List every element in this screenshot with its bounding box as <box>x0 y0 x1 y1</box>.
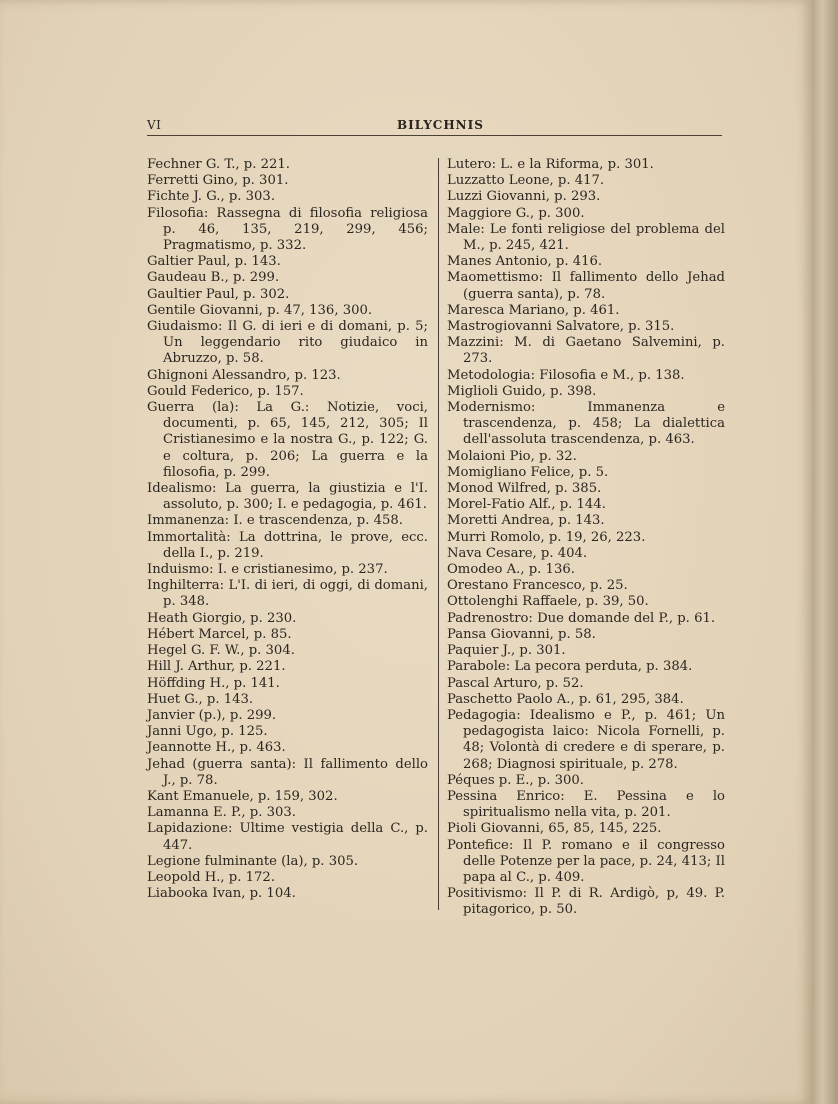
index-entry: Pedagogia: Idealismo e P., p. 461; Un pedagogista laico: Nicola Fornelli, p. 48; Volontà di credere e di sperare, p. 268; Diagnosi spirituale, p. 278. <box>447 707 725 772</box>
index-entry: Filosofia: Rassegna di filosofia religiosa p. 46, 135, 219, 299, 456; Pragmatismo, p. 332. <box>147 205 428 254</box>
index-entry: Ghignoni Alessandro, p. 123. <box>147 367 341 383</box>
index-entry: Metodologia: Filosofia e M., p. 138. <box>447 367 685 383</box>
index-entry: Fechner G. T., p. 221. <box>147 157 290 172</box>
index-entry: Murri Romolo, p. 19, 26, 223. <box>447 529 646 545</box>
running-header <box>147 118 722 134</box>
index-entry: Giudaismo: Il G. di ieri e di domani, p. 5; Un leggendario rito giudaico in Abruzzo, p. 58. <box>147 319 428 367</box>
index-entry: Paschetto Paolo A., p. 61, 295, 384. <box>447 691 684 707</box>
index-entry: Janvier (p.), p. 299. <box>147 707 277 723</box>
index-entry: Omodeo A., p. 136. <box>447 562 575 578</box>
index-column-right <box>447 157 725 919</box>
index-entry: Maggiore G., p. 300. <box>447 205 585 221</box>
index-entry: Modernismo: Immanenza e trascendenza, p. 458; La dialettica dell'assoluta trascendenza, p. 463. <box>447 400 725 448</box>
index-entry: Luzzatto Leone, p. 417. <box>447 173 605 189</box>
index-entry: Maomettismo: Il fallimento dello Jehad (guerra santa), p. 78. <box>447 270 725 302</box>
index-entry: Leopold H., p. 172. <box>147 869 275 885</box>
index-entry: Gentile Giovanni, p. 47, 136, 300. <box>147 302 373 318</box>
index-entry: Fichte J. G., p. 303. <box>147 189 276 205</box>
index-entry: Legione fulminante (la), p. 305. <box>147 853 359 869</box>
index-entry: Ferretti Gino, p. 301. <box>147 173 289 189</box>
index-entry: Orestano Francesco, p. 25. <box>447 578 628 594</box>
index-entry: Lamanna E. P., p. 303. <box>147 805 297 821</box>
index-entry: Janni Ugo, p. 125. <box>147 724 268 740</box>
index-entry: Jehad (guerra santa): Il fallimento dello J., p. 78. <box>147 756 428 788</box>
index-entry: Pessina Enrico: E. Pessina e lo spiritualismo nella vita, p. 201. <box>447 788 725 821</box>
index-entry: Idealismo: La guerra, la giustizia e l'I. assoluto, p. 300; I. e pedagogia, p. 461. <box>147 481 428 513</box>
index-entry: Heath Giorgio, p. 230. <box>147 610 297 626</box>
index-entry: Nava Cesare, p. 404. <box>447 545 588 561</box>
index-entry: Mastrogiovanni Salvatore, p. 315. <box>447 319 675 335</box>
index-entry: Pansa Giovanni, p. 58. <box>447 626 596 642</box>
header-rule <box>147 135 722 136</box>
index-entry: Immortalità: La dottrina, le prove, ecc. della I., p. 219. <box>147 529 428 561</box>
index-entry: Luzzi Giovanni, p. 293. <box>447 189 601 205</box>
index-entry: Miglioli Guido, p. 398. <box>447 383 597 399</box>
index-entry: Gould Federico, p. 157. <box>147 383 304 399</box>
index-entry: Gaudeau B., p. 299. <box>147 270 280 286</box>
index-entry: Momigliano Felice, p. 5. <box>447 464 609 480</box>
index-entry: Lapidazione: Ultime vestigia della C., p. 447. <box>147 821 428 853</box>
index-entry: Gaultier Paul, p. 302. <box>147 286 290 302</box>
index-entry: Parabole: La pecora perduta, p. 384. <box>447 659 693 675</box>
index-entry: Pascal Arturo, p. 52. <box>447 675 584 691</box>
column-divider <box>438 158 439 910</box>
index-entry: Padrenostro: Due domande del P., p. 61. <box>447 610 716 626</box>
index-entry: Höffding H., p. 141. <box>147 675 280 691</box>
index-entry: Inghilterra: L'I. di ieri, di oggi, di domani, p. 348. <box>147 578 428 610</box>
index-entry: Jeannotte H., p. 463. <box>147 740 286 756</box>
index-entry: Induismo: I. e cristianesimo, p. 237. <box>147 562 388 578</box>
index-entry: Hébert Marcel, p. 85. <box>147 626 292 642</box>
index-entry: Péques p. E., p. 300. <box>447 772 585 788</box>
index-entry: Galtier Paul, p. 143. <box>147 254 281 270</box>
index-column-left <box>147 157 428 902</box>
index-entry: Positivismo: Il P. di R. Ardigò, p, 49. P. pitagorico, p. 50. <box>447 886 725 918</box>
index-entry: Huet G., p. 143. <box>147 691 254 707</box>
index-entry: Pioli Giovanni, 65, 85, 145, 225. <box>447 821 662 837</box>
journal-title: BILYCHNIS <box>397 118 484 132</box>
index-entry: Maresca Mariano, p. 461. <box>447 302 620 318</box>
page-number: VI <box>147 118 162 132</box>
page-edge <box>812 0 838 1104</box>
index-entry: Male: Le fonti religiose del problema del M., p. 245, 421. <box>447 221 725 254</box>
index-entry: Monod Wilfred, p. 385. <box>447 481 602 497</box>
index-entry: Ottolenghi Raffaele, p. 39, 50. <box>447 594 649 610</box>
index-entry: Hill J. Arthur, p. 221. <box>147 659 286 675</box>
index-entry: Liabooka Ivan, p. 104. <box>147 886 296 902</box>
index-entry: Moretti Andrea, p. 143. <box>447 513 605 529</box>
index-entry: Lutero: L. e la Riforma, p. 301. <box>447 157 654 172</box>
index-entry: Hegel G. F. W., p. 304. <box>147 643 295 659</box>
index-entry: Paquier J., p. 301. <box>447 643 566 659</box>
index-entry: Kant Emanuele, p. 159, 302. <box>147 788 338 804</box>
index-entry: Mazzini: M. di Gaetano Salvemini, p. 273. <box>447 335 725 367</box>
index-entry: Pontefice: Il P. romano e il congresso delle Potenze per la pace, p. 24, 413; Il papa al C., p. 409. <box>447 837 725 885</box>
index-entry: Guerra (la): La G.: Notizie, voci, documenti, p. 65, 145, 212, 305; Il Cristianesimo e la nostra G., p. 122; G. e coltura, p. 206; La guerra e la filosofia, p. 299. <box>147 400 428 480</box>
index-entry: Morel-Fatio Alf., p. 144. <box>447 497 606 513</box>
index-entry: Manes Antonio, p. 416. <box>447 254 603 270</box>
index-entry: Molaioni Pio, p. 32. <box>447 448 577 464</box>
index-entry: Immanenza: I. e trascendenza, p. 458. <box>147 513 403 529</box>
